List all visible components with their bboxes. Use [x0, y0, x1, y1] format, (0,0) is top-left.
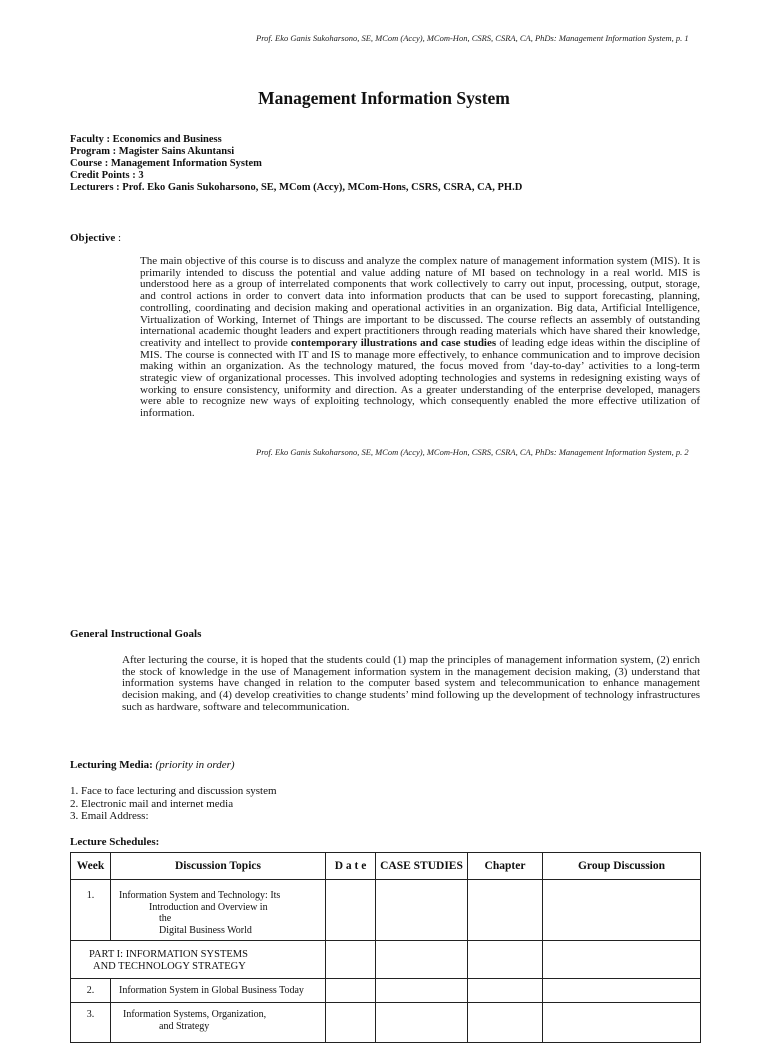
credit-points-line: Credit Points : 3 [70, 170, 144, 181]
media-heading-label: Lecturing Media: [70, 759, 153, 771]
chapter-cell [468, 880, 543, 941]
media-list [70, 785, 277, 823]
table-header-row [71, 853, 701, 880]
column-header-chapter: Chapter [468, 853, 543, 880]
case-cell [376, 941, 468, 979]
topic-line: and Strategy [159, 1020, 210, 1032]
table-row [71, 941, 701, 979]
topic-line: Introduction and Overview in [149, 901, 268, 913]
topic-cell [111, 880, 326, 941]
topic-cell [111, 979, 326, 1003]
week-cell: 1. [71, 880, 111, 941]
topic-line: Information System in Global Business Today [119, 985, 304, 996]
part-line: AND TECHNOLOGY STRATEGY [93, 960, 246, 972]
column-header-date: D a t e [326, 853, 376, 880]
objective-heading-colon: : [115, 232, 122, 244]
objective-text-part-1: The main objective of this course is to discuss and analyze the complex nature of management information system (MIS). It is primarily intended to discuss the potential and value adding nature of MI based on technology in a real world. MIS is understood here as a group of interrelated components that work collectively to carry out input, processing, output, storage, and control actions in order to convert data into information products that can be used to support forecasting, planning, controlling, coordinating and decision making and operational activities in an organization. Big data, Artificial Intelligence, Virtualization of Working, Internet of Things are important to be discussed. The course reflects an assembly of outstanding international academic thought leaders and expert practitioners through reading materials which have shared their knowledge, creativity and intellect to provide [140, 255, 700, 349]
table-row [71, 979, 701, 1003]
topic-line: Information System and Technology: Its [119, 890, 281, 901]
chapter-cell [468, 1003, 543, 1043]
table-row [71, 1003, 701, 1043]
objective-heading [70, 232, 121, 244]
group-cell [543, 941, 701, 979]
program-line: Program : Magister Sains Akuntansi [70, 146, 235, 157]
topic-line: Digital Business World [159, 924, 252, 936]
course-line: Course : Management Information System [70, 158, 262, 169]
objective-heading-label: Objective [70, 232, 116, 244]
part-line: PART I: INFORMATION SYSTEMS [89, 949, 248, 960]
week-cell: 2. [71, 979, 111, 1003]
faculty-line: Faculty : Economics and Business [70, 134, 222, 145]
lecturers-line: Lecturers : Prof. Eko Ganis Sukoharsono, SE, MCom (Accy), MCom-Hons, CSRS, CSRA, CA, PH.D [70, 182, 523, 193]
case-cell [376, 979, 468, 1003]
objective-bold-phrase: contemporary illustrations and case studies [290, 336, 497, 349]
group-cell [543, 880, 701, 941]
media-heading [70, 759, 235, 771]
column-header-group-discussion: Group Discussion [543, 853, 701, 880]
topic-cell [111, 1003, 326, 1043]
topic-line: the [159, 913, 172, 924]
media-heading-note: (priority in order) [155, 759, 235, 771]
part-heading-cell [71, 941, 326, 979]
date-cell [326, 941, 376, 979]
group-cell [543, 1003, 701, 1043]
date-cell [326, 1003, 376, 1043]
running-header: Prof. Eko Ganis Sukoharsono, SE, MCom (Accy), MCom-Hon, CSRS, CSRA, CA, PhDs: Management Information System, p. 2 [256, 447, 689, 457]
column-header-week: Week [71, 853, 111, 880]
case-cell [376, 880, 468, 941]
topic-line: Information Systems, Organization, [123, 1009, 267, 1020]
table-row [71, 880, 701, 941]
date-cell [326, 979, 376, 1003]
schedule-heading: Lecture Schedules: [70, 836, 160, 848]
case-cell [376, 1003, 468, 1043]
objective-text-part-2: of leading edge ideas within the discipline of MIS. The course is connected with IT and IS to manage more effectively, to enhance communication and to improve decision making within an organization. As the technology matured, the focus moved from ‘day-to-day’ activities to a long-term strategic view of organizational processes. This involved adopting technologies and systems in redesigning existing ways of working to ensure consistency, uniformity and direction. As a greater understanding of the enterprise developed, managers were able to recognize new ways of exploiting technology, which consequently enabled the more effective utilization of information. [140, 336, 701, 420]
chapter-cell [468, 979, 543, 1003]
week-cell: 3. [71, 1003, 111, 1043]
group-cell [543, 979, 701, 1003]
list-item: 3. Email Address: [70, 810, 149, 823]
goals-paragraph: After lecturing the course, it is hoped that the students could (1) map the principles of management information system, (2) enrich the stock of knowledge in the use of Management information system in the management decision making, (3) understand that information systems have changed in relation to the computer based system and telecommunication to enhance management decision making, and (4) develop creativities to change students’ mind following up the development of technology infrastructures such as hardware, software and telecommunication. [122, 654, 700, 713]
objective-paragraph [140, 256, 700, 420]
date-cell [326, 880, 376, 941]
page-title: Management Information System [258, 88, 510, 108]
column-header-case-studies: CASE STUDIES [376, 853, 468, 880]
list-item: 2. Electronic mail and internet media [70, 797, 234, 810]
running-header: Prof. Eko Ganis Sukoharsono, SE, MCom (Accy), MCom-Hon, CSRS, CSRA, CA, PhDs: Management Information System, p. 1 [256, 33, 689, 43]
lecture-schedule-table [70, 852, 701, 1043]
list-item: 1. Face to face lecturing and discussion system [70, 785, 277, 797]
chapter-cell [468, 941, 543, 979]
column-header-topics: Discussion Topics [111, 853, 326, 880]
goals-heading: General Instructional Goals [70, 628, 202, 640]
